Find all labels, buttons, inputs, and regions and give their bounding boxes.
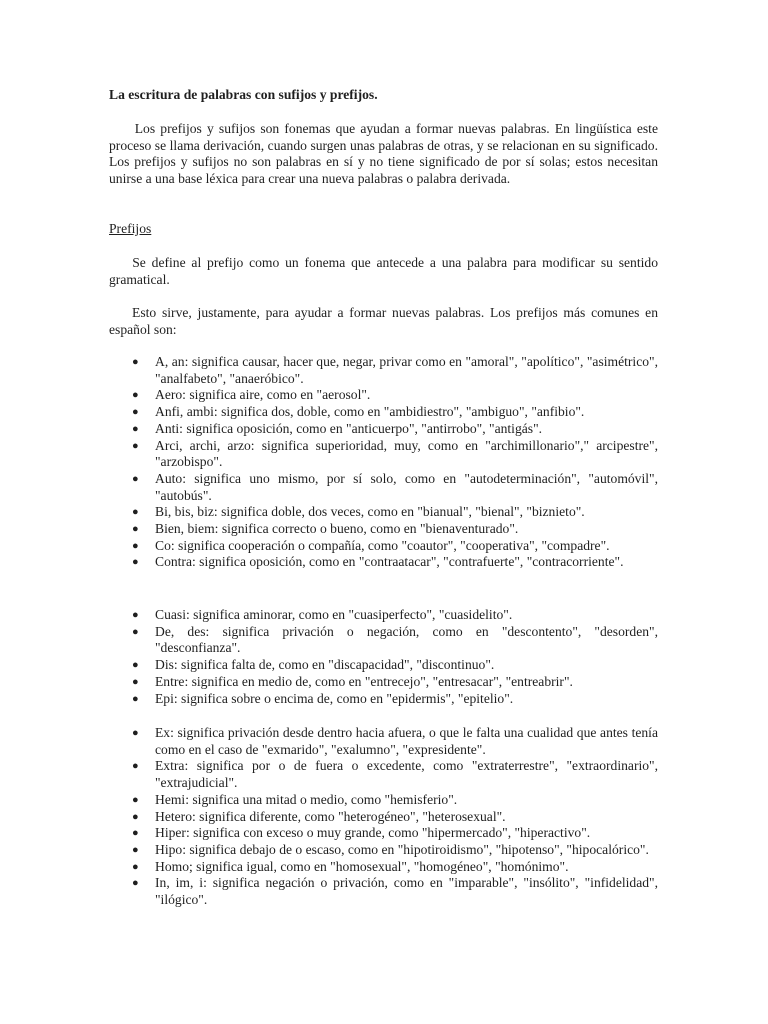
list-item (109, 607, 658, 624)
list-item (109, 691, 658, 708)
list-item-text: Epi: significa sobre o encima de, como en "epidermis", "epitelio". (155, 690, 514, 706)
list-item-text: Hiper: significa con exceso o muy grande, como "hipermercado", "hiperactivo". (155, 825, 591, 841)
prefix-list-group-1 (109, 354, 658, 571)
list-item-text: A, an: significa causar, hacer que, negar, privar como en "amoral", "apolítico", "asimétrico", "analfabeto", "anaeróbico". (155, 354, 658, 386)
intro-paragraph: Los prefijos y sufijos son fonemas que ayudan a formar nuevas palabras. En lingüística este proceso se llama derivación, cuando surgen unas palabras de otras, y se relacionan en su significado. Los prefijos y sufijos no son palabras en sí y no tiene significado de por sí solas; estos necesitan unirse a una base léxica para crear una nueva palabras o palabra derivada. (109, 121, 658, 187)
list-item-text: Dis: significa falta de, como en "discapacidad", "discontinuo". (155, 657, 495, 673)
bullet-icon: ● (132, 625, 139, 638)
bullet-icon: ● (132, 556, 139, 569)
list-item (109, 471, 658, 504)
list-item-text: Anti: significa oposición, como en "anticuerpo", "antirrobo", "antigás". (155, 420, 543, 436)
list-item (109, 859, 658, 876)
bullet-icon: ● (132, 843, 139, 856)
bullet-icon: ● (132, 760, 139, 773)
list-item-text: Anfi, ambi: significa dos, doble, como en "ambidiestro", "ambiguo", "anfibio". (155, 404, 585, 420)
bullet-icon: ● (132, 389, 139, 402)
bullet-icon: ● (132, 692, 139, 705)
list-item-text: Cuasi: significa aminorar, como en "cuasiperfecto", "cuasidelito". (155, 607, 513, 622)
section-heading-prefijos: Prefijos (109, 221, 152, 236)
bullet-icon: ● (132, 793, 139, 806)
list-item (109, 404, 658, 421)
list-item (109, 758, 658, 791)
bullet-icon: ● (132, 439, 139, 452)
bullet-icon: ● (132, 406, 139, 419)
purpose-paragraph: Esto sirve, justamente, para ayudar a formar nuevas palabras. Los prefijos más comunes en español son: (109, 305, 658, 337)
list-item-text: Bien, biem: significa correcto o bueno, como en "bienaventurado". (155, 521, 519, 537)
list-item-text: Homo; significa igual, como en "homosexual", "homogéneo", "homónimo". (155, 858, 569, 874)
list-item-text: Hetero: significa diferente, como "heterogéneo", "heterosexual". (155, 808, 506, 824)
list-item-text: Entre: significa en medio de, como en "entrecejo", "entresacar", "entreabrir". (155, 673, 573, 689)
bullet-icon: ● (132, 827, 139, 840)
list-item-text: Co: significa cooperación o compañía, como "coautor", "cooperativa", "compadre". (155, 537, 610, 553)
list-item (109, 354, 658, 387)
list-item (109, 504, 658, 521)
bullet-icon: ● (132, 659, 139, 672)
list-item-text: Hipo: significa debajo de o escaso, como en "hipotiroidismo", "hipotenso", "hipocalórico". (155, 841, 649, 857)
list-item (109, 554, 658, 571)
bullet-icon: ● (132, 523, 139, 536)
document-title: La escritura de palabras con sufijos y prefijos. (109, 87, 378, 102)
list-item (109, 387, 658, 404)
list-item-text: Auto: significa uno mismo, por sí solo, como en "autodeterminación", "automóvil", "autobús". (155, 470, 658, 503)
list-item (109, 538, 658, 555)
list-item-text: Extra: significa por o de fuera o excedente, como "extraterrestre", "extraordinario", "extrajudicial". (155, 758, 658, 791)
list-item (109, 521, 658, 538)
definition-paragraph: Se define al prefijo como un fonema que antecede a una palabra para modificar su sentido gramatical. (109, 255, 658, 287)
list-item (109, 657, 658, 674)
list-item-text: Aero: significa aire, como en "aerosol". (155, 387, 371, 403)
list-item (109, 438, 658, 471)
bullet-icon: ● (132, 539, 139, 552)
list-item (109, 792, 658, 809)
list-item (109, 624, 658, 657)
list-item-text: Ex: significa privación desde dentro hacia afuera, o que le falta una cualidad que antes tenía como en el caso de "exmarido", "exalumno", "expresidente". (155, 725, 658, 757)
list-item-text: In, im, i: significa negación o privación, como en "imparable", "insólito", "infidelidad", "ilógico". (155, 875, 658, 908)
prefix-list-group-2 (109, 607, 658, 707)
list-item (109, 421, 658, 438)
list-item-text: Contra: significa oposición, como en "contraatacar", "contrafuerte", "contracorriente". (155, 554, 624, 570)
bullet-icon: ● (132, 506, 139, 519)
list-item (109, 674, 658, 691)
bullet-icon: ● (132, 877, 139, 890)
list-item-text: De, des: significa privación o negación, como en "descontento", "desorden", "desconfianza". (155, 623, 658, 656)
list-item (109, 875, 658, 908)
list-item-text: Arci, archi, arzo: significa superioridad, muy, como en "archimillonario"," arcipestre", "arzobispo". (155, 437, 658, 470)
list-item (109, 825, 658, 842)
bullet-icon: ● (132, 675, 139, 688)
list-item (109, 842, 658, 859)
prefix-list-group-3 (109, 725, 658, 909)
bullet-icon: ● (132, 727, 139, 739)
list-item-text: Bi, bis, biz: significa doble, dos veces, como en "bianual", "bienal", "biznieto". (155, 504, 585, 520)
bullet-icon: ● (132, 860, 139, 873)
bullet-icon: ● (132, 810, 139, 823)
list-item (109, 725, 658, 758)
bullet-icon: ● (132, 609, 139, 621)
bullet-icon: ● (132, 472, 139, 485)
list-item-text: Hemi: significa una mitad o medio, como "hemisferio". (155, 791, 458, 807)
list-item (109, 809, 658, 826)
bullet-icon: ● (132, 422, 139, 435)
bullet-icon: ● (132, 356, 139, 368)
